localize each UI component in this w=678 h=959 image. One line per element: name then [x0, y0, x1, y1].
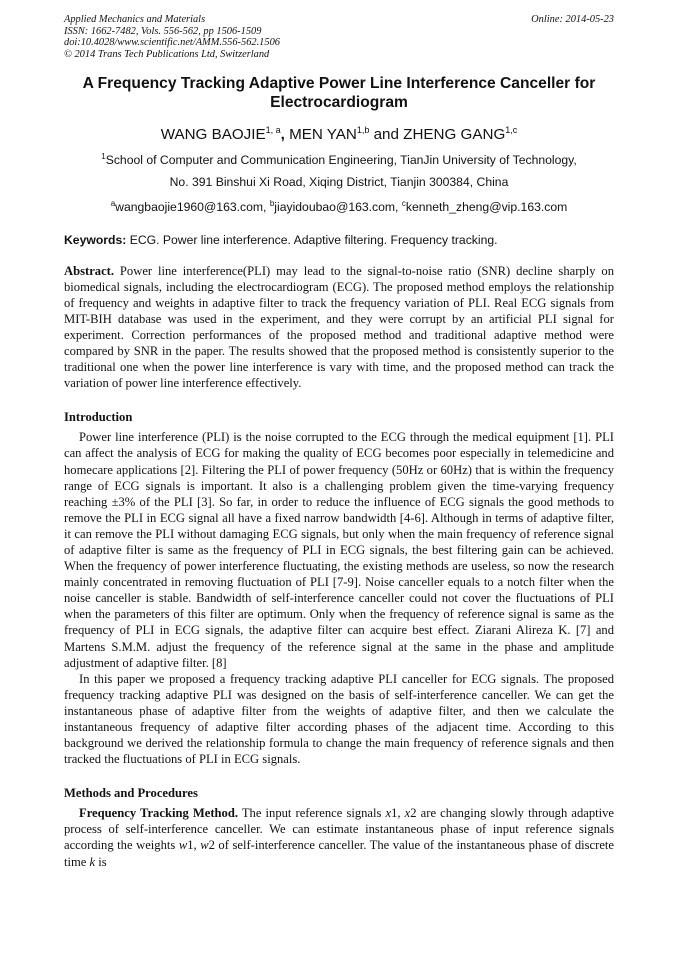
paragraph: In this paper we proposed a frequency tracking adaptive PLI canceller for ECG signals. The proposed frequency tracking adaptive PLI was designed on the basis of self-interference canceller. We can get the instantaneous phase of adaptive filter from the weights of adaptive filter, and then we calculate the instantaneous frequency of adaptive filter according phases of the adjacent time. According to this background we derived the relationship formula to change the main frequency of reference signals and then tracked the fluctuations of PLI in ECG signals. — [64, 671, 614, 767]
section-heading-methods: Methods and Procedures — [64, 786, 198, 801]
email-link[interactable]: jiayidoubao@163.com, — [274, 199, 402, 214]
address-line: No. 391 Binshui Xi Road, Xiqing District, Tianjin 300384, China — [169, 174, 509, 189]
author-superscript: 1,b — [356, 125, 370, 136]
text-run: of self-interference canceller. The value of the instantaneous phase of discrete time — [64, 838, 615, 869]
affiliation-block — [64, 146, 614, 217]
author-superscript: 1, a — [265, 125, 281, 136]
paragraph: Power line interference (PLI) is the noise corrupted to the ECG through the medical equipment [1]. PLI can affect the analysis of ECG for making the quality of ECG becomes poor especially in telemedicine and homecare applications [2]. Filtering the PLI of power frequency (50Hz or 60Hz) that is within the frequency range of ECG signals is important. It also is a challenging problem given the time-varying frequency reaching ±3% of the PLI [3]. So far, in order to reduce the influence of ECG signals the good methods to remove the PLI in ECG signal all have a fixed narrow bandwidth [4-6]. Although in terms of adaptive filter, it can remove the PLI without damaging ECG signals, but only when the main frequency of reference signal of adaptive filter is same as the frequency of PLI in ECG signals, the best filtering gain can be achieved. When the frequency of power interference fluctuating, the existing methods are useless, so now the research mainly concentrated in removing fluctuation of PLI [7-9]. Noise canceller equals to a notch filter when the noise canceller is stable. Bandwidth of self-interference canceller could not cover the fluctuations of PLI when the parameters of this filter are optimum. Only when the frequency of reference signal is same as the frequency of PLI in ECG signals, the adaptive filter can acquire best effect. Ziarani Alireza K. [7] and Martens S.M.M. adjust the frequency of the reference signal at the same in the phase and amplitude adjustment of adaptive filter. [8] — [64, 430, 614, 670]
paragraph — [64, 805, 614, 869]
text-run: 2 — [410, 806, 417, 821]
keywords-label: Keywords: — [64, 232, 127, 247]
abstract-label: Abstract. — [64, 263, 115, 278]
affiliation-superscript: 1 — [101, 152, 106, 162]
author-name: ZHENG GANG — [403, 126, 506, 144]
keywords-text: ECG. Power line interference. Adaptive filtering. Frequency tracking. — [126, 232, 498, 247]
online-date: Online: 2014-05-23 — [531, 14, 614, 25]
email-link[interactable]: kenneth_zheng@vip.163.com — [405, 199, 568, 214]
section-heading-introduction: Introduction — [64, 410, 133, 425]
author-list — [64, 121, 614, 144]
email-line — [64, 193, 614, 218]
email-superscript: a — [110, 198, 116, 208]
abstract — [64, 263, 614, 392]
math-variable: k — [89, 854, 96, 869]
email-link[interactable]: wangbaojie1960@163.com, — [115, 199, 270, 214]
affiliation-line — [64, 146, 614, 171]
text-run: The input reference signals — [237, 806, 386, 821]
author-separator: and — [369, 126, 404, 144]
math-variable: w — [178, 838, 188, 853]
abstract-text: Power line interference(PLI) may lead to the signal-to-noise ratio (SNR) decline sharply on biomedical signals, including the electrocardiogram (ECG). The proposed method employs the relationship of frequency and weights in adaptive filter to track the frequency variation of PLI. Real ECG signals from MIT-BIH database was used in the experiment, and they were corrupt by an artificial PLI signal for experiment. Correction performances of the proposed method and traditional adaptive method were compared by SNR in the paper. The results showed that the proposed method is consistently superior to the traditional one when the power line interference is vary with time, and the proposed method can track the variation of power line interference effectively. — [64, 263, 614, 391]
math-variable: x — [404, 806, 411, 821]
keywords — [64, 232, 614, 248]
copyright-line: © 2014 Trans Tech Publications Ltd, Switzerland — [64, 48, 270, 60]
journal-name: Applied Mechanics and Materials — [64, 14, 206, 25]
affiliation-text: School of Computer and Communication Engineering, TianJin University of Technology, — [105, 153, 577, 168]
text-run: 1, — [391, 806, 405, 821]
text-run: 2 — [208, 838, 215, 853]
author-superscript: 1,c — [505, 125, 518, 136]
author-name: MEN YAN — [289, 126, 357, 144]
math-variable: w — [200, 838, 209, 853]
email-superscript: b — [269, 198, 275, 208]
math-variable: x — [385, 806, 392, 821]
journal-header — [64, 14, 614, 60]
author-name: WANG BAOJIE — [160, 126, 266, 144]
paper-title: A Frequency Tracking Adaptive Power Line Interference Canceller for Electrocardiogram — [82, 75, 596, 112]
doi-line: doi:10.4028/www.scientific.net/AMM.556-562.1506 — [64, 37, 280, 49]
subsection-lead: Frequency Tracking Method. — [79, 806, 238, 821]
text-run: 1, — [187, 838, 201, 853]
text-run: is — [95, 854, 107, 869]
text-run: are changing slowly through adaptive process of self-interference canceller. We can estimate instantaneous phase of input reference signals according the weights — [64, 806, 615, 853]
email-superscript: c — [401, 198, 406, 208]
author-separator: , — [280, 126, 290, 144]
issn-line: ISSN: 1662-7482, Vols. 556-562, pp 1506-1509 — [64, 25, 262, 37]
